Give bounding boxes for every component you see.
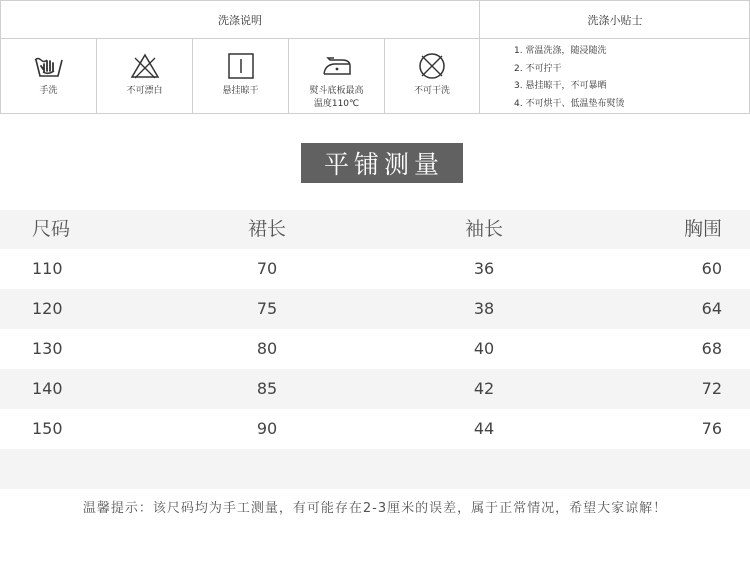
header-dress-length: 裙长: [247, 218, 287, 240]
care-instructions-table: [0, 0, 750, 114]
size-table: [0, 210, 750, 489]
flat-measure-banner: 平铺测量: [301, 143, 463, 183]
table-blank-row: [0, 449, 750, 489]
cell-dress-length: 80: [256, 339, 278, 358]
table-row: [0, 369, 750, 409]
cell-size: 140: [32, 379, 63, 398]
care-tip: 3. 悬挂晾干，不可暴晒: [514, 81, 607, 91]
line-dry-icon: [226, 49, 256, 83]
header-size: 尺码: [32, 218, 71, 240]
cell-chest: 76: [701, 419, 722, 438]
cell-chest: 64: [701, 299, 722, 318]
cell-size: 110: [32, 259, 63, 278]
cell-size: 130: [32, 339, 63, 358]
care-item-line-dry: [193, 39, 289, 114]
cell-dress-length: 70: [256, 259, 278, 278]
cell-sleeve-length: 38: [473, 299, 495, 318]
care-tips-title: 洗涤小贴士: [480, 1, 750, 39]
measurement-note: 温馨提示：该尺码均为手工测量，有可能存在2-3厘米的误差，属于正常情况，希望大家谅解！: [82, 501, 668, 516]
no-bleach-icon: [130, 49, 160, 83]
table-row: [0, 289, 750, 329]
cell-sleeve-length: 44: [473, 419, 495, 438]
care-item-iron: [289, 39, 385, 114]
care-tip: 2. 不可拧干: [514, 63, 562, 74]
cell-chest: 72: [701, 379, 722, 398]
hand-wash-icon: [34, 49, 64, 83]
care-label-line2: 温度110℃: [313, 99, 360, 109]
care-label: 熨斗底板最高: [309, 86, 364, 96]
care-label: 手洗: [39, 86, 58, 96]
table-row: [0, 249, 750, 289]
header-sleeve-length: 袖长: [464, 218, 504, 240]
care-label: 悬挂晾干: [222, 86, 259, 96]
care-label: 不可漂白: [126, 86, 163, 96]
header-chest: 胸围: [683, 218, 722, 240]
care-item-no-bleach: [97, 39, 193, 114]
cell-dress-length: 75: [256, 299, 278, 318]
care-tips-list: [480, 39, 750, 114]
care-title: 洗涤说明: [1, 1, 480, 39]
care-item-hand-wash: [1, 39, 97, 114]
care-tip: 4. 不可烘干、低温垫布熨烫: [514, 98, 625, 109]
cell-chest: 68: [701, 339, 722, 358]
cell-size: 150: [32, 419, 63, 438]
cell-dress-length: 85: [256, 379, 278, 398]
iron-icon: [320, 49, 354, 83]
size-table-header: [0, 210, 750, 249]
care-item-no-dry-clean: [385, 39, 480, 114]
cell-size: 120: [32, 299, 63, 318]
cell-sleeve-length: 42: [473, 379, 495, 398]
cell-dress-length: 90: [256, 419, 278, 438]
cell-chest: 60: [701, 259, 722, 278]
table-row: [0, 329, 750, 369]
table-row: [0, 409, 750, 449]
no-dry-clean-icon: [417, 49, 447, 83]
care-label: 不可干洗: [413, 86, 450, 96]
care-tip: 1. 常温洗涤，随浸随洗: [514, 46, 607, 56]
cell-sleeve-length: 36: [473, 259, 495, 278]
cell-sleeve-length: 40: [473, 339, 495, 358]
